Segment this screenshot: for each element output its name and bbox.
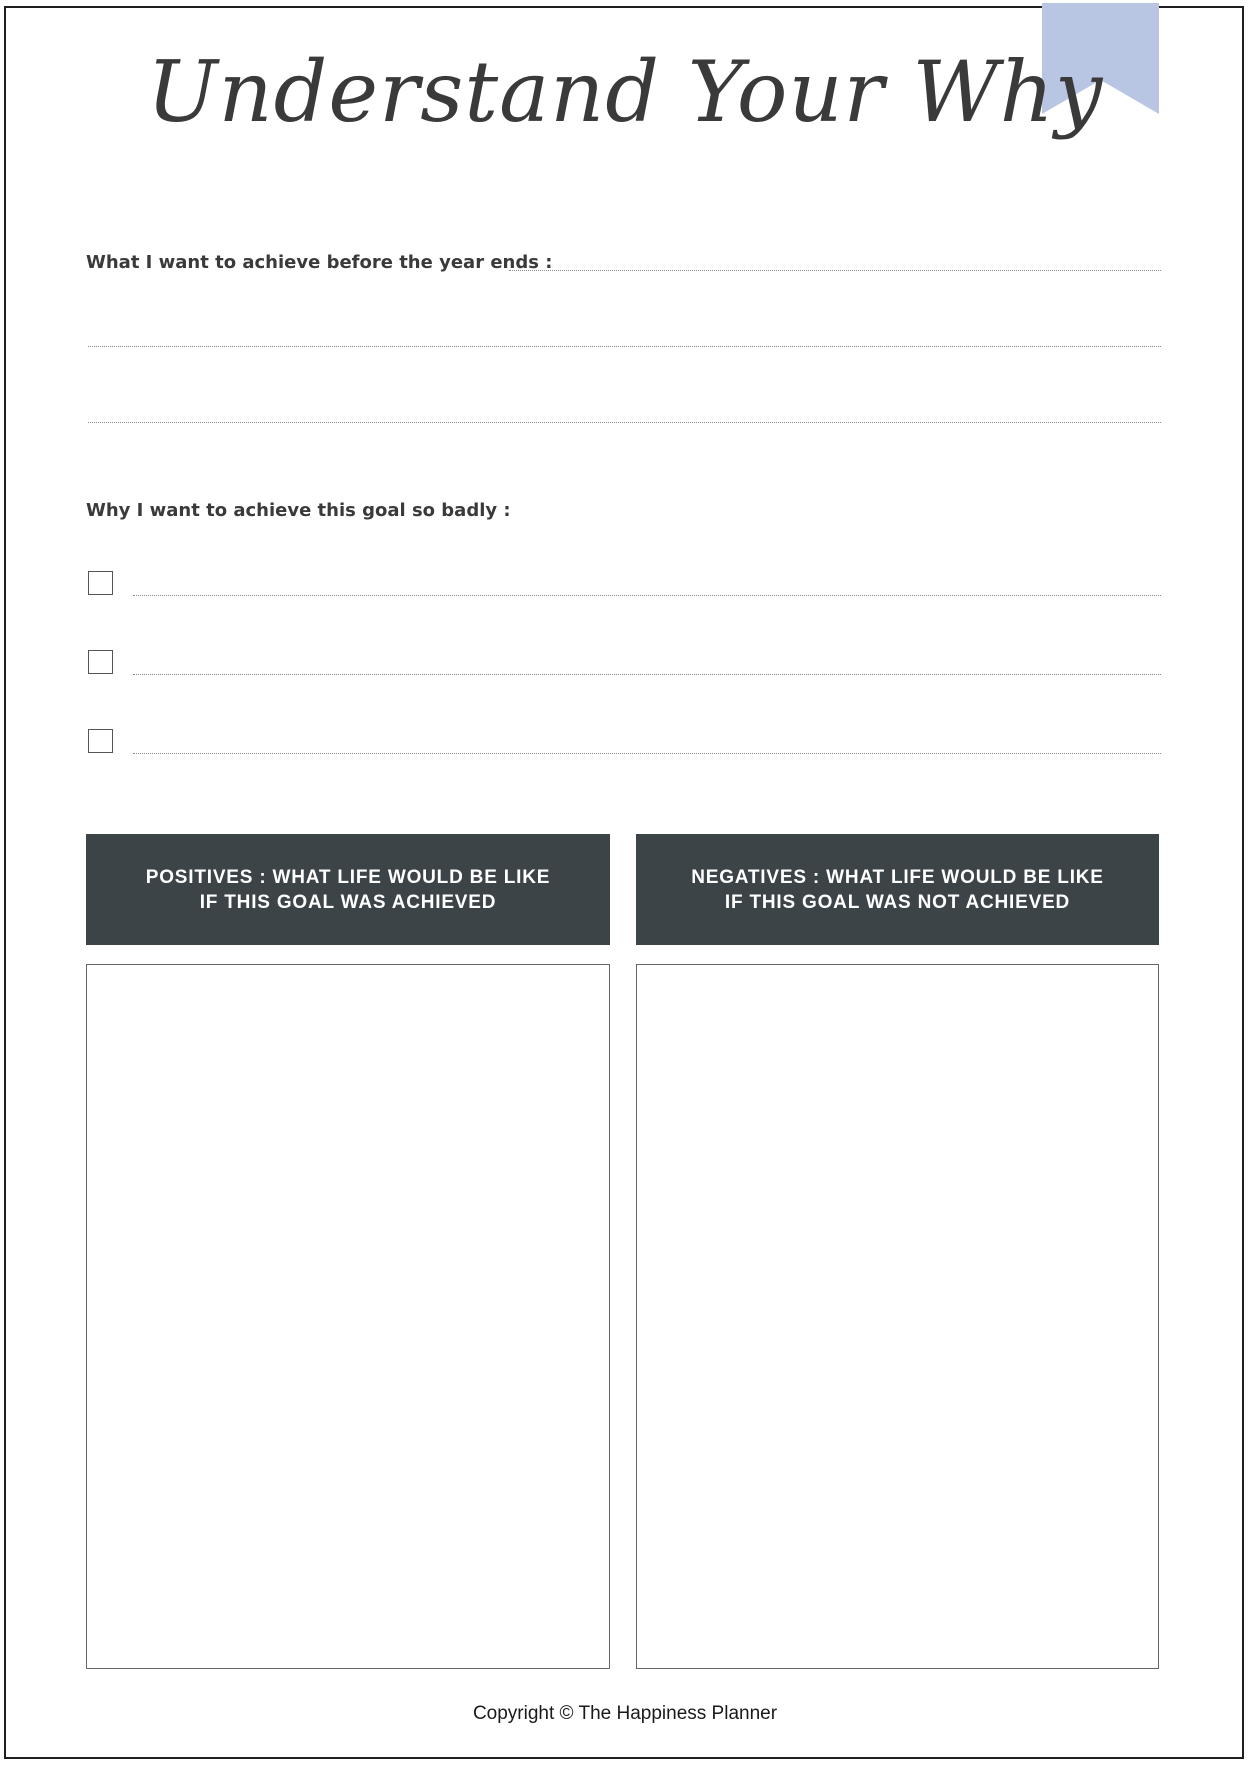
page-title: Understand Your Why	[146, 43, 1104, 141]
why-line-3[interactable]	[133, 753, 1161, 754]
why-checkbox-2[interactable]	[88, 650, 113, 674]
achieve-line-3[interactable]	[88, 422, 1161, 423]
negatives-header-line2: IF THIS GOAL WAS NOT ACHIEVED	[724, 891, 1071, 913]
achieve-label: What I want to achieve before the year ends :	[86, 252, 553, 273]
achieve-line-2[interactable]	[88, 346, 1161, 347]
why-checkbox-3[interactable]	[88, 729, 113, 753]
positives-header	[86, 834, 610, 945]
why-line-2[interactable]	[133, 674, 1161, 675]
why-checkbox-1[interactable]	[88, 571, 113, 595]
negatives-header-line1: NEGATIVES : WHAT LIFE WOULD BE LIKE	[691, 866, 1104, 888]
negatives-header	[636, 834, 1159, 945]
positives-writing-box[interactable]	[86, 964, 610, 1669]
achieve-line-1[interactable]	[509, 270, 1161, 271]
negatives-writing-box[interactable]	[636, 964, 1159, 1669]
why-label: Why I want to achieve this goal so badly :	[86, 500, 511, 521]
copyright-text: Copyright © The Happiness Planner	[472, 1703, 778, 1724]
why-line-1[interactable]	[133, 595, 1161, 596]
positives-header-line1: POSITIVES : WHAT LIFE WOULD BE LIKE	[145, 866, 551, 888]
positives-header-line2: IF THIS GOAL WAS ACHIEVED	[199, 891, 497, 913]
